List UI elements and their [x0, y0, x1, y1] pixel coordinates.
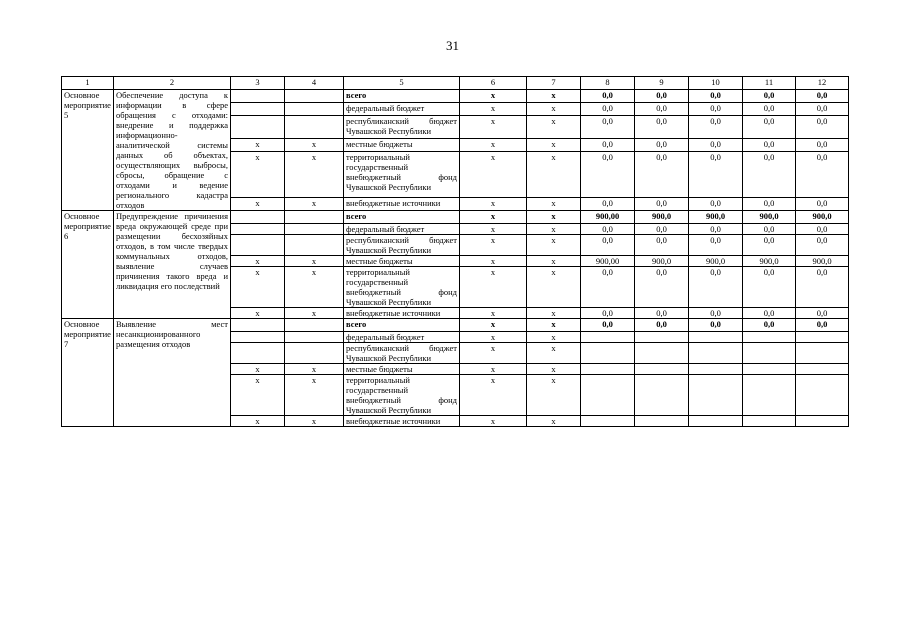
value-cell: [743, 364, 796, 375]
activity-type-cell: Основное мероприятие 7: [62, 319, 114, 427]
funding-source-cell: всего: [344, 90, 460, 103]
cell-col4: x: [285, 267, 344, 308]
cell-col4: [285, 90, 344, 103]
cell-col4: [285, 343, 344, 364]
value-cell: [796, 416, 849, 427]
value-cell: [581, 343, 635, 364]
value-cell: [796, 332, 849, 343]
value-cell: 0,0: [743, 224, 796, 235]
cell-col6: x: [460, 115, 527, 139]
cell-col6: x: [460, 332, 527, 343]
cell-col6: x: [460, 375, 527, 416]
cell-col7: x: [527, 416, 581, 427]
column-header: 2: [114, 77, 231, 90]
cell-col7: x: [527, 115, 581, 139]
activity-name-cell: Выявление мест несанкционированного размещения отходов: [114, 319, 231, 427]
cell-col7: x: [527, 139, 581, 152]
value-cell: 0,0: [743, 103, 796, 116]
value-cell: 0,0: [743, 90, 796, 103]
cell-col6: x: [460, 211, 527, 224]
value-cell: 900,0: [689, 256, 743, 267]
value-cell: 0,0: [689, 198, 743, 211]
value-cell: 0,0: [743, 308, 796, 319]
cell-col6: x: [460, 256, 527, 267]
cell-col4: x: [285, 151, 344, 198]
value-cell: [689, 364, 743, 375]
column-header: 3: [231, 77, 285, 90]
value-cell: 0,0: [635, 90, 689, 103]
cell-col6: x: [460, 103, 527, 116]
value-cell: 900,0: [796, 211, 849, 224]
cell-col4: x: [285, 198, 344, 211]
column-header: 1: [62, 77, 114, 90]
cell-col7: x: [527, 267, 581, 308]
value-cell: 0,0: [581, 139, 635, 152]
cell-col6: x: [460, 235, 527, 256]
value-cell: 0,0: [743, 267, 796, 308]
cell-col6: x: [460, 198, 527, 211]
value-cell: 0,0: [796, 308, 849, 319]
cell-col4: [285, 115, 344, 139]
cell-col6: x: [460, 343, 527, 364]
column-header: 12: [796, 77, 849, 90]
value-cell: 0,0: [689, 139, 743, 152]
cell-col7: x: [527, 332, 581, 343]
cell-col3: [231, 103, 285, 116]
cell-col4: x: [285, 416, 344, 427]
value-cell: 0,0: [689, 308, 743, 319]
value-cell: [635, 332, 689, 343]
column-header: 7: [527, 77, 581, 90]
cell-col3: x: [231, 256, 285, 267]
value-cell: [743, 332, 796, 343]
funding-source-cell: территориальный государственный внебюджетный фонд Чувашской Республики: [344, 151, 460, 198]
value-cell: 0,0: [743, 198, 796, 211]
value-cell: 0,0: [796, 103, 849, 116]
cell-col7: x: [527, 256, 581, 267]
cell-col7: x: [527, 308, 581, 319]
cell-col6: x: [460, 364, 527, 375]
value-cell: 0,0: [581, 198, 635, 211]
cell-col3: x: [231, 364, 285, 375]
value-cell: 900,0: [743, 211, 796, 224]
cell-col7: x: [527, 211, 581, 224]
cell-col4: [285, 103, 344, 116]
cell-col6: x: [460, 90, 527, 103]
funding-source-cell: внебюджетные источники: [344, 198, 460, 211]
table-row: [62, 211, 849, 224]
cell-col3: [231, 235, 285, 256]
funding-source-cell: всего: [344, 211, 460, 224]
value-cell: 0,0: [635, 267, 689, 308]
value-cell: 0,0: [796, 115, 849, 139]
value-cell: 0,0: [635, 151, 689, 198]
column-header: 8: [581, 77, 635, 90]
funding-source-cell: внебюджетные источники: [344, 416, 460, 427]
cell-col3: [231, 332, 285, 343]
value-cell: 0,0: [635, 319, 689, 332]
value-cell: 0,0: [796, 235, 849, 256]
value-cell: 0,0: [689, 224, 743, 235]
activity-type-cell: Основное мероприятие 6: [62, 211, 114, 319]
value-cell: 0,0: [581, 103, 635, 116]
column-header: 6: [460, 77, 527, 90]
value-cell: [581, 332, 635, 343]
value-cell: 0,0: [796, 198, 849, 211]
cell-col6: x: [460, 151, 527, 198]
value-cell: 0,0: [581, 90, 635, 103]
funding-source-cell: местные бюджеты: [344, 256, 460, 267]
value-cell: 0,0: [581, 115, 635, 139]
value-cell: [581, 416, 635, 427]
value-cell: 900,0: [796, 256, 849, 267]
cell-col3: x: [231, 198, 285, 211]
cell-col3: [231, 343, 285, 364]
cell-col7: x: [527, 198, 581, 211]
funding-source-cell: федеральный бюджет: [344, 224, 460, 235]
cell-col7: x: [527, 103, 581, 116]
value-cell: 0,0: [743, 139, 796, 152]
value-cell: 900,0: [689, 211, 743, 224]
value-cell: 0,0: [689, 235, 743, 256]
value-cell: [689, 332, 743, 343]
value-cell: [581, 364, 635, 375]
value-cell: 900,0: [635, 211, 689, 224]
value-cell: 0,0: [743, 115, 796, 139]
value-cell: 0,0: [796, 319, 849, 332]
table-row: [62, 90, 849, 103]
cell-col3: [231, 90, 285, 103]
value-cell: 0,0: [796, 139, 849, 152]
value-cell: 900,00: [581, 211, 635, 224]
cell-col4: x: [285, 364, 344, 375]
cell-col4: [285, 332, 344, 343]
column-header: 11: [743, 77, 796, 90]
value-cell: [581, 375, 635, 416]
activity-name-cell: Обеспечение доступа к информации в сфере обращения с отходами: внедрение и поддержка информационно-аналитической системы данных об объектах, осуществляющих выбросы, сбросы, обращение с отходами и ведение регионального кадастра отходов: [114, 90, 231, 211]
cell-col7: x: [527, 375, 581, 416]
value-cell: 0,0: [581, 267, 635, 308]
cell-col6: x: [460, 267, 527, 308]
cell-col6: x: [460, 416, 527, 427]
value-cell: 0,0: [581, 151, 635, 198]
column-header: 5: [344, 77, 460, 90]
cell-col7: x: [527, 151, 581, 198]
cell-col6: x: [460, 139, 527, 152]
value-cell: [743, 375, 796, 416]
funding-source-cell: республиканский бюджет Чувашской Республики: [344, 235, 460, 256]
value-cell: [689, 343, 743, 364]
funding-source-cell: республиканский бюджет Чувашской Республики: [344, 343, 460, 364]
funding-source-cell: федеральный бюджет: [344, 332, 460, 343]
cell-col3: [231, 224, 285, 235]
cell-col3: [231, 319, 285, 332]
value-cell: [796, 364, 849, 375]
value-cell: [743, 343, 796, 364]
value-cell: [635, 375, 689, 416]
table-row: [62, 319, 849, 332]
funding-source-cell: федеральный бюджет: [344, 103, 460, 116]
cell-col7: x: [527, 319, 581, 332]
cell-col4: [285, 224, 344, 235]
value-cell: 0,0: [581, 224, 635, 235]
cell-col4: x: [285, 256, 344, 267]
value-cell: [796, 343, 849, 364]
value-cell: 0,0: [796, 151, 849, 198]
value-cell: 0,0: [796, 267, 849, 308]
cell-col4: x: [285, 139, 344, 152]
value-cell: [796, 375, 849, 416]
cell-col3: x: [231, 416, 285, 427]
value-cell: 0,0: [635, 139, 689, 152]
funding-source-cell: всего: [344, 319, 460, 332]
cell-col6: x: [460, 224, 527, 235]
cell-col6: x: [460, 308, 527, 319]
cell-col3: x: [231, 308, 285, 319]
value-cell: 0,0: [796, 90, 849, 103]
funding-source-cell: территориальный государственный внебюджетный фонд Чувашской Республики: [344, 267, 460, 308]
value-cell: 0,0: [689, 103, 743, 116]
cell-col3: [231, 115, 285, 139]
cell-col6: x: [460, 319, 527, 332]
value-cell: 0,0: [635, 235, 689, 256]
value-cell: 0,0: [635, 103, 689, 116]
value-cell: 0,0: [635, 224, 689, 235]
activity-name-cell: Предупреждение причинения вреда окружающей среде при размещении бесхозяйных отходов, в том числе твердых коммунальных отходов, выявление случаев причинения такого вреда и ликвидация его последствий: [114, 211, 231, 319]
value-cell: 0,0: [581, 319, 635, 332]
cell-col4: [285, 235, 344, 256]
funding-source-cell: внебюджетные источники: [344, 308, 460, 319]
cell-col4: x: [285, 375, 344, 416]
cell-col7: x: [527, 235, 581, 256]
value-cell: 0,0: [743, 235, 796, 256]
value-cell: 0,0: [581, 235, 635, 256]
cell-col4: [285, 319, 344, 332]
value-cell: 0,0: [635, 115, 689, 139]
funding-source-cell: местные бюджеты: [344, 139, 460, 152]
value-cell: 0,0: [689, 151, 743, 198]
funding-source-cell: республиканский бюджет Чувашской Республики: [344, 115, 460, 139]
value-cell: 0,0: [796, 224, 849, 235]
cell-col7: x: [527, 90, 581, 103]
cell-col3: x: [231, 267, 285, 308]
cell-col3: [231, 211, 285, 224]
column-header: 9: [635, 77, 689, 90]
funding-source-cell: местные бюджеты: [344, 364, 460, 375]
value-cell: 900,0: [635, 256, 689, 267]
funding-source-cell: территориальный государственный внебюджетный фонд Чувашской Республики: [344, 375, 460, 416]
value-cell: [689, 416, 743, 427]
column-header: 4: [285, 77, 344, 90]
value-cell: 0,0: [689, 267, 743, 308]
column-number-row: [62, 77, 849, 90]
cell-col3: x: [231, 151, 285, 198]
cell-col3: x: [231, 139, 285, 152]
value-cell: 0,0: [689, 90, 743, 103]
column-header: 10: [689, 77, 743, 90]
page-number: 31: [446, 38, 459, 53]
cell-col7: x: [527, 224, 581, 235]
value-cell: [635, 343, 689, 364]
cell-col7: x: [527, 364, 581, 375]
value-cell: 0,0: [635, 198, 689, 211]
cell-col3: x: [231, 375, 285, 416]
value-cell: 0,0: [743, 151, 796, 198]
value-cell: 0,0: [581, 308, 635, 319]
value-cell: [743, 416, 796, 427]
value-cell: 0,0: [689, 319, 743, 332]
cell-col4: [285, 211, 344, 224]
cell-col4: x: [285, 308, 344, 319]
value-cell: 0,0: [635, 308, 689, 319]
activity-type-cell: Основное мероприятие 5: [62, 90, 114, 211]
cell-col7: x: [527, 343, 581, 364]
value-cell: 900,00: [581, 256, 635, 267]
value-cell: 0,0: [689, 115, 743, 139]
value-cell: [635, 364, 689, 375]
value-cell: [689, 375, 743, 416]
value-cell: 0,0: [743, 319, 796, 332]
budget-table: [61, 76, 849, 427]
value-cell: 900,0: [743, 256, 796, 267]
value-cell: [635, 416, 689, 427]
